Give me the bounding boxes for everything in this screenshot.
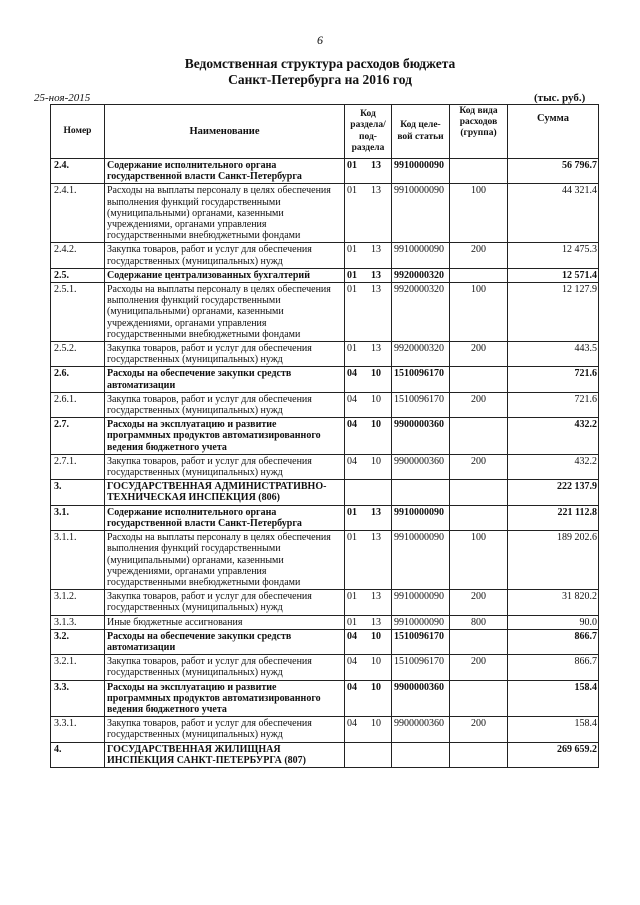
section-code: 04: [347, 656, 357, 668]
table-row: [51, 615, 599, 629]
row-section-code: [345, 418, 392, 455]
row-number: 2.6.1.: [51, 392, 105, 417]
row-sum: 866.7: [508, 629, 599, 654]
row-section-code: [345, 454, 392, 479]
row-number: 3.3.: [51, 680, 105, 717]
row-article-code: 9910000090: [392, 159, 450, 184]
row-article-code: 9910000090: [392, 243, 450, 268]
subsection-code: 13: [371, 284, 381, 296]
row-sum: 269 659.2: [508, 742, 599, 767]
row-name: Расходы на обеспечение закупки средств автоматизации: [105, 629, 345, 654]
row-sum: 12 475.3: [508, 243, 599, 268]
table-row: [51, 283, 599, 342]
table-row: [51, 717, 599, 742]
subsection-code: 10: [371, 455, 381, 467]
row-sum: 721.6: [508, 392, 599, 417]
row-name: Закупка товаров, работ и услуг для обеспечения государственных (муниципальных) нужд: [105, 342, 345, 367]
row-name: Содержание централизованных бухгалтерий: [105, 268, 345, 282]
row-group-code: 200: [450, 392, 508, 417]
row-number: 3.1.: [51, 505, 105, 530]
row-number: 2.7.1.: [51, 454, 105, 479]
row-name: Расходы на эксплуатацию и развитие программных продуктов автоматизированного ведения бюджетного учета: [105, 680, 345, 717]
row-sum: 44 321.4: [508, 184, 599, 243]
row-number: 2.7.: [51, 418, 105, 455]
row-name: Закупка товаров, работ и услуг для обеспечения государственных (муниципальных) нужд: [105, 454, 345, 479]
page-number: 6: [317, 33, 323, 47]
row-sum: 443.5: [508, 342, 599, 367]
row-section-code: [345, 342, 392, 367]
row-group-code: 200: [450, 243, 508, 268]
row-sum: 721.6: [508, 367, 599, 392]
header-number: Номер: [51, 105, 105, 159]
subsection-code: 13: [371, 185, 381, 197]
row-section-code: [345, 742, 392, 767]
row-article-code: 9920000320: [392, 342, 450, 367]
subsection-code: 13: [371, 343, 381, 355]
row-article-code: 9920000320: [392, 268, 450, 282]
section-code: 01: [347, 343, 357, 355]
row-section-code: [345, 159, 392, 184]
row-number: 2.4.2.: [51, 243, 105, 268]
row-section-code: [345, 243, 392, 268]
row-group-code: 200: [450, 590, 508, 615]
row-name: Расходы на выплаты персоналу в целях обеспечения выполнения функций государственными (муниципальными) органами, казенными учреждениями, органами управления государственными внебюджетными фондами: [105, 283, 345, 342]
row-number: 4.: [51, 742, 105, 767]
row-section-code: [345, 615, 392, 629]
section-code: 01: [347, 532, 357, 544]
row-group-code: 800: [450, 615, 508, 629]
row-name: Расходы на эксплуатацию и развитие программных продуктов автоматизированного ведения бюджетного учета: [105, 418, 345, 455]
section-code: 04: [347, 681, 357, 693]
budget-table: [50, 104, 599, 768]
section-code: 01: [347, 616, 357, 628]
row-name: Закупка товаров, работ и услуг для обеспечения государственных (муниципальных) нужд: [105, 655, 345, 680]
row-article-code: 9910000090: [392, 184, 450, 243]
row-section-code: [345, 655, 392, 680]
row-sum: 158.4: [508, 717, 599, 742]
row-article-code: 1510096170: [392, 392, 450, 417]
row-number: 3.2.: [51, 629, 105, 654]
row-article-code: 1510096170: [392, 629, 450, 654]
row-section-code: [345, 392, 392, 417]
row-section-code: [345, 268, 392, 282]
table-row: [51, 742, 599, 767]
row-sum: 221 112.8: [508, 505, 599, 530]
row-group-code: 200: [450, 717, 508, 742]
units-label: (тыс. руб.): [534, 92, 586, 104]
row-name: Закупка товаров, работ и услуг для обеспечения государственных (муниципальных) нужд: [105, 243, 345, 268]
row-article-code: 9900000360: [392, 454, 450, 479]
row-article-code: 9910000090: [392, 531, 450, 590]
section-code: 04: [347, 630, 357, 642]
subsection-code: 10: [371, 718, 381, 730]
row-section-code: [345, 184, 392, 243]
row-name: Расходы на выплаты персоналу в целях обеспечения выполнения функций государственными (муниципальными) органами, казенными учреждениями, органами управления государственными внебюджетными фондами: [105, 184, 345, 243]
table-row: [51, 680, 599, 717]
row-group-code: [450, 742, 508, 767]
section-code: 04: [347, 718, 357, 730]
section-code: 01: [347, 269, 357, 281]
table-row: [51, 342, 599, 367]
section-code: 01: [347, 591, 357, 603]
header-group: Код вида расходов (группа): [450, 105, 508, 159]
row-sum: 31 820.2: [508, 590, 599, 615]
row-number: 3.1.2.: [51, 590, 105, 615]
row-section-code: [345, 717, 392, 742]
document-title: [0, 56, 640, 88]
subsection-code: 13: [371, 506, 381, 518]
row-group-code: 200: [450, 655, 508, 680]
row-number: 2.5.2.: [51, 342, 105, 367]
row-name: Расходы на обеспечение закупки средств автоматизации: [105, 367, 345, 392]
row-group-code: [450, 418, 508, 455]
row-article-code: 9910000090: [392, 615, 450, 629]
row-sum: 432.2: [508, 418, 599, 455]
subsection-code: 10: [371, 368, 381, 380]
row-name: Иные бюджетные ассигнования: [105, 615, 345, 629]
header-section: Код раздела/ под- раздела: [345, 105, 392, 159]
row-name: Содержание исполнительного органа государственной власти Санкт-Петербурга: [105, 159, 345, 184]
row-name: Содержание исполнительного органа государственной власти Санкт-Петербурга: [105, 505, 345, 530]
row-sum: 866.7: [508, 655, 599, 680]
row-article-code: [392, 742, 450, 767]
row-number: 3.: [51, 480, 105, 505]
table-row: [51, 629, 599, 654]
row-sum: 222 137.9: [508, 480, 599, 505]
header-article: Код целе- вой статьи: [392, 105, 450, 159]
section-code: 01: [347, 244, 357, 256]
row-article-code: 9920000320: [392, 283, 450, 342]
row-section-code: [345, 590, 392, 615]
subsection-code: 13: [371, 591, 381, 603]
table-row: [51, 655, 599, 680]
row-group-code: [450, 159, 508, 184]
title-line-1: Ведомственная структура расходов бюджета: [184, 56, 456, 71]
row-section-code: [345, 680, 392, 717]
section-code: 04: [347, 368, 357, 380]
subsection-code: 13: [371, 160, 381, 171]
section-code: 04: [347, 455, 357, 467]
row-article-code: 1510096170: [392, 655, 450, 680]
row-name: Закупка товаров, работ и услуг для обеспечения государственных (муниципальных) нужд: [105, 717, 345, 742]
subsection-code: 10: [371, 656, 381, 668]
document-date: 25-ноя-2015: [34, 92, 91, 104]
row-number: 2.6.: [51, 367, 105, 392]
row-section-code: [345, 480, 392, 505]
row-name: ГОСУДАРСТВЕННАЯ АДМИНИСТРАТИВНО-ТЕХНИЧЕСКАЯ ИНСПЕКЦИЯ (806): [105, 480, 345, 505]
row-article-code: 1510096170: [392, 367, 450, 392]
subsection-code: 13: [371, 532, 381, 544]
subsection-code: 13: [371, 269, 381, 281]
table-row: [51, 243, 599, 268]
table-row: [51, 367, 599, 392]
table-row: [51, 531, 599, 590]
row-sum: 189 202.6: [508, 531, 599, 590]
row-name: Расходы на выплаты персоналу в целях обеспечения выполнения функций государственными (муниципальными) органами, казенными учреждениями, органами управления государственными внебюджетными фондами: [105, 531, 345, 590]
row-article-code: 9900000360: [392, 680, 450, 717]
section-code: 01: [347, 185, 357, 197]
row-group-code: [450, 367, 508, 392]
row-name: Закупка товаров, работ и услуг для обеспечения государственных (муниципальных) нужд: [105, 392, 345, 417]
table-row: [51, 184, 599, 243]
row-article-code: 9910000090: [392, 590, 450, 615]
row-group-code: 200: [450, 342, 508, 367]
row-section-code: [345, 367, 392, 392]
subsection-code: 10: [371, 681, 381, 693]
row-sum: 56 796.7: [508, 159, 599, 184]
subsection-code: 10: [371, 419, 381, 431]
row-group-code: [450, 680, 508, 717]
section-code: 04: [347, 419, 357, 431]
section-code: 04: [347, 393, 357, 405]
row-article-code: [392, 480, 450, 505]
table-header-row: [51, 105, 599, 159]
row-sum: 432.2: [508, 454, 599, 479]
table-row: [51, 454, 599, 479]
header-sum: Сумма: [508, 105, 599, 159]
row-group-code: [450, 505, 508, 530]
row-group-code: 100: [450, 184, 508, 243]
table-row: [51, 392, 599, 417]
table-row: [51, 418, 599, 455]
row-sum: 158.4: [508, 680, 599, 717]
row-number: 3.1.3.: [51, 615, 105, 629]
row-article-code: 9900000360: [392, 418, 450, 455]
section-code: 01: [347, 284, 357, 296]
row-sum: 12 571.4: [508, 268, 599, 282]
row-number: 2.4.: [51, 159, 105, 184]
subsection-code: 13: [371, 244, 381, 256]
row-section-code: [345, 505, 392, 530]
table-row: [51, 590, 599, 615]
table-row: [51, 505, 599, 530]
table-row: [51, 480, 599, 505]
section-code: 01: [347, 506, 357, 518]
row-group-code: [450, 629, 508, 654]
subsection-code: 10: [371, 630, 381, 642]
row-sum: 90.0: [508, 615, 599, 629]
row-number: 3.3.1.: [51, 717, 105, 742]
row-sum: 12 127.9: [508, 283, 599, 342]
subsection-code: 13: [371, 616, 381, 628]
table-row: [51, 268, 599, 282]
row-section-code: [345, 283, 392, 342]
row-group-code: 100: [450, 283, 508, 342]
table-row: [51, 159, 599, 184]
row-article-code: 9910000090: [392, 505, 450, 530]
subsection-code: 10: [371, 393, 381, 405]
row-group-code: [450, 480, 508, 505]
row-number: 2.5.: [51, 268, 105, 282]
table-body: [51, 159, 599, 768]
row-number: 2.4.1.: [51, 184, 105, 243]
row-number: 3.2.1.: [51, 655, 105, 680]
row-section-code: [345, 629, 392, 654]
row-group-code: 200: [450, 454, 508, 479]
header-name: Наименование: [105, 105, 345, 159]
row-number: 3.1.1.: [51, 531, 105, 590]
title-line-2: Санкт-Петербурга на 2016 год: [228, 72, 412, 87]
section-code: 01: [347, 160, 357, 171]
row-name: Закупка товаров, работ и услуг для обеспечения государственных (муниципальных) нужд: [105, 590, 345, 615]
row-name: ГОСУДАРСТВЕННАЯ ЖИЛИЩНАЯ ИНСПЕКЦИЯ САНКТ-ПЕТЕРБУРГА (807): [105, 742, 345, 767]
row-section-code: [345, 531, 392, 590]
row-group-code: [450, 268, 508, 282]
row-article-code: 9900000360: [392, 717, 450, 742]
row-number: 2.5.1.: [51, 283, 105, 342]
row-group-code: 100: [450, 531, 508, 590]
